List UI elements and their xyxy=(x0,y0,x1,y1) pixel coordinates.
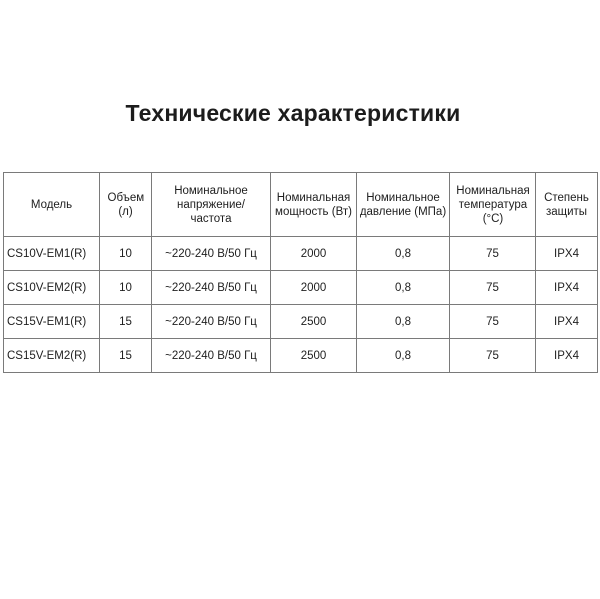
table-row xyxy=(4,339,598,373)
specifications-table xyxy=(3,172,598,373)
column-header-voltage-label: Номинальное напряжение/ частота xyxy=(174,184,248,225)
column-header-pressure xyxy=(357,173,450,237)
table-row xyxy=(4,237,598,271)
column-header-temperature-label: Номинальная температура (°C) xyxy=(456,184,530,225)
column-header-protection-label: Степень защиты xyxy=(544,191,589,218)
column-header-power xyxy=(271,173,357,237)
cell-pressure: 0,8 xyxy=(357,271,450,305)
column-header-volume-label: Объем (л) xyxy=(107,191,145,218)
cell-volume: 15 xyxy=(100,339,152,373)
cell-model: CS10V-EM2(R) xyxy=(4,271,100,305)
table-row xyxy=(4,271,598,305)
cell-voltage: ~220-240 В/50 Гц xyxy=(152,271,271,305)
cell-model: CS15V-EM1(R) xyxy=(4,305,100,339)
cell-model: CS10V-EM1(R) xyxy=(4,237,100,271)
cell-power: 2000 xyxy=(271,237,357,271)
column-header-voltage xyxy=(152,173,271,237)
cell-voltage: ~220-240 В/50 Гц xyxy=(152,305,271,339)
cell-protection: IPX4 xyxy=(536,339,598,373)
cell-pressure: 0,8 xyxy=(357,339,450,373)
cell-protection: IPX4 xyxy=(536,237,598,271)
cell-power: 2500 xyxy=(271,339,357,373)
cell-model: CS15V-EM2(R) xyxy=(4,339,100,373)
cell-power: 2000 xyxy=(271,271,357,305)
column-header-volume xyxy=(100,173,152,237)
table-row xyxy=(4,305,598,339)
cell-voltage: ~220-240 В/50 Гц xyxy=(152,339,271,373)
cell-temperature: 75 xyxy=(450,305,536,339)
cell-voltage: ~220-240 В/50 Гц xyxy=(152,237,271,271)
cell-temperature: 75 xyxy=(450,271,536,305)
cell-volume: 10 xyxy=(100,271,152,305)
table-header-row xyxy=(4,173,598,237)
cell-pressure: 0,8 xyxy=(357,237,450,271)
column-header-protection xyxy=(536,173,598,237)
cell-power: 2500 xyxy=(271,305,357,339)
column-header-model: Модель xyxy=(4,173,100,237)
cell-protection: IPX4 xyxy=(536,305,598,339)
cell-protection: IPX4 xyxy=(536,271,598,305)
column-header-power-label: Номинальная мощность (Вт) xyxy=(275,191,352,218)
cell-volume: 15 xyxy=(100,305,152,339)
cell-temperature: 75 xyxy=(450,339,536,373)
cell-temperature: 75 xyxy=(450,237,536,271)
cell-pressure: 0,8 xyxy=(357,305,450,339)
column-header-pressure-label: Номинальное давление (МПа) xyxy=(359,191,447,218)
column-header-temperature xyxy=(450,173,536,237)
page-title: Технические характеристики xyxy=(125,100,461,126)
cell-volume: 10 xyxy=(100,237,152,271)
